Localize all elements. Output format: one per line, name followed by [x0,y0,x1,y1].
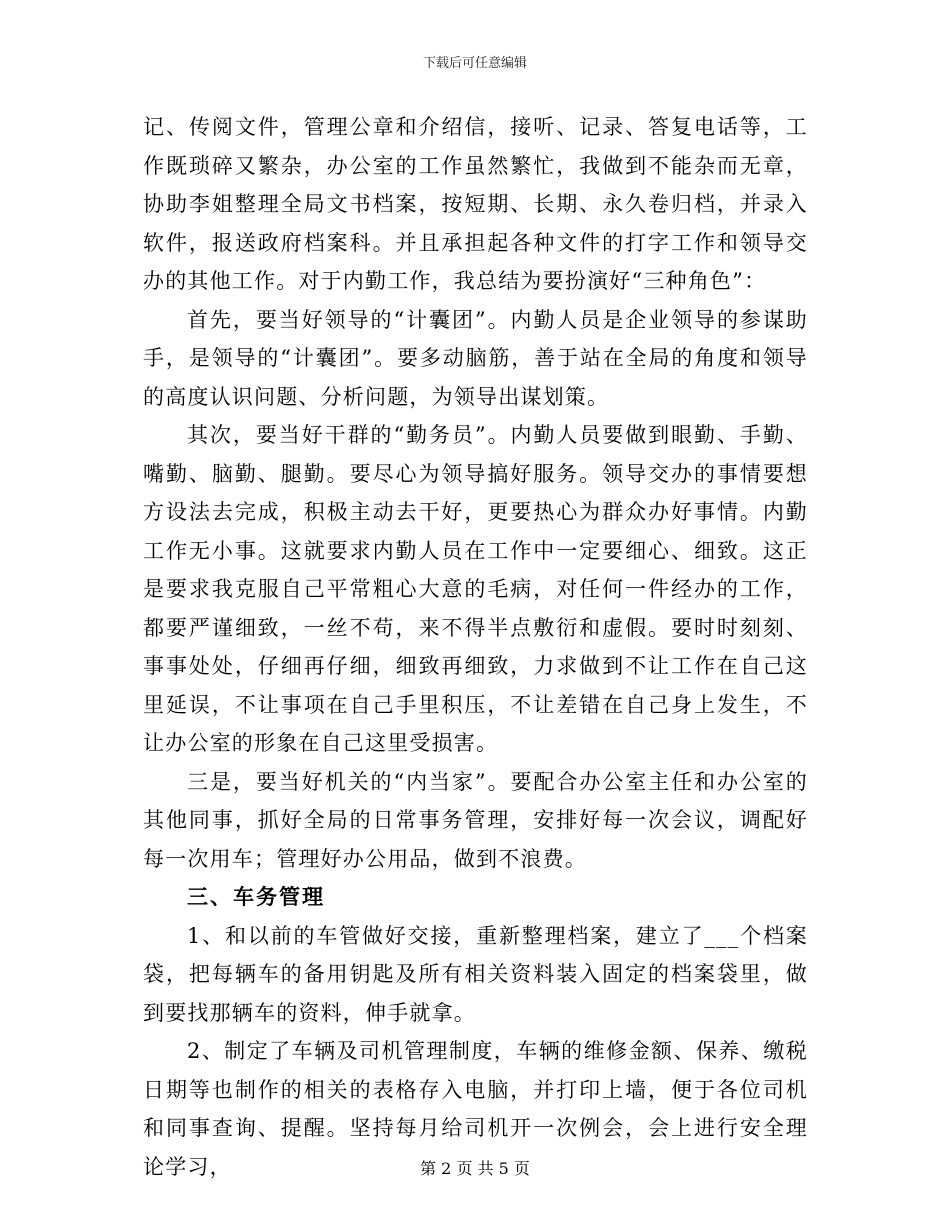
page-header: 下载后可任意编辑 [422,56,527,71]
paragraph-continuation: 记、传阅文件，管理公章和介绍信，接听、记录、答复电话等，工作既琐碎又繁杂，办公室的工作虽然繁忙，我做到不能杂而无章，协助李姐整理全局文书档案，按短期、长期、永久卷归档，并录入软件，报送政府档案科。并且承担起各种文件的打字工作和领导交办的其他工作。对于内勤工作，我总结为要扮演好“三种角色”： [143,115,808,293]
section-paragraph-1: 1、和以前的车管做好交接，重新整理档案，建立了___个档案袋，把每辆车的备用钥匙及所有相关资料装入固定的档案袋里，做到要找那辆车的资料，伸手就拿。 [143,923,808,1025]
page-footer: 第 2 页 共 5 页 [420,1159,530,1178]
paragraph-first-role: 首先，要当好领导的“计囊团”。内勤人员是企业领导的参谋助手，是领导的“计囊团”。要多动脑筋，善于站在全局的角度和领导的高度认识问题、分析问题，为领导出谋划策。 [143,307,808,409]
section-heading: 三、车务管理 [187,885,325,909]
document-body [143,108,808,1186]
paragraph-third-role: 三是，要当好机关的“内当家”。要配合办公室主任和办公室的其他同事，抓好全局的日常事务管理，安排好每一次会议，调配好每一次用车；管理好办公用品，做到不浪费。 [143,769,808,871]
paragraph-second-role: 其次，要当好干群的“勤务员”。内勤人员要做到眼勤、手勤、嘴勤、脑勤、腿勤。要尽心为领导搞好服务。领导交办的事情要想方设法去完成，积极主动去干好，更要热心为群众办好事情。内勤工作无小事。这就要求内勤人员在工作中一定要细心、细致。这正是要求我克服自己平常粗心大意的毛病，对任何一件经办的工作，都要严谨细致，一丝不苟，来不得半点敷衍和虚假。要时时刻刻、事事处处，仔细再仔细，细致再细致，力求做到不让工作在自己这里延误，不让事项在自己手里积压，不让差错在自己身上发生，不让办公室的形象在自己这里受损害。 [143,423,808,755]
section-paragraph-2: 2、制定了车辆及司机管理制度，车辆的维修金额、保养、缴税日期等也制作的相关的表格存入电脑，并打印上墙，便于各位司机和同事查询、提醒。坚持每月给司机开一次例会，会上进行安全理论学习， [143,1039,808,1179]
